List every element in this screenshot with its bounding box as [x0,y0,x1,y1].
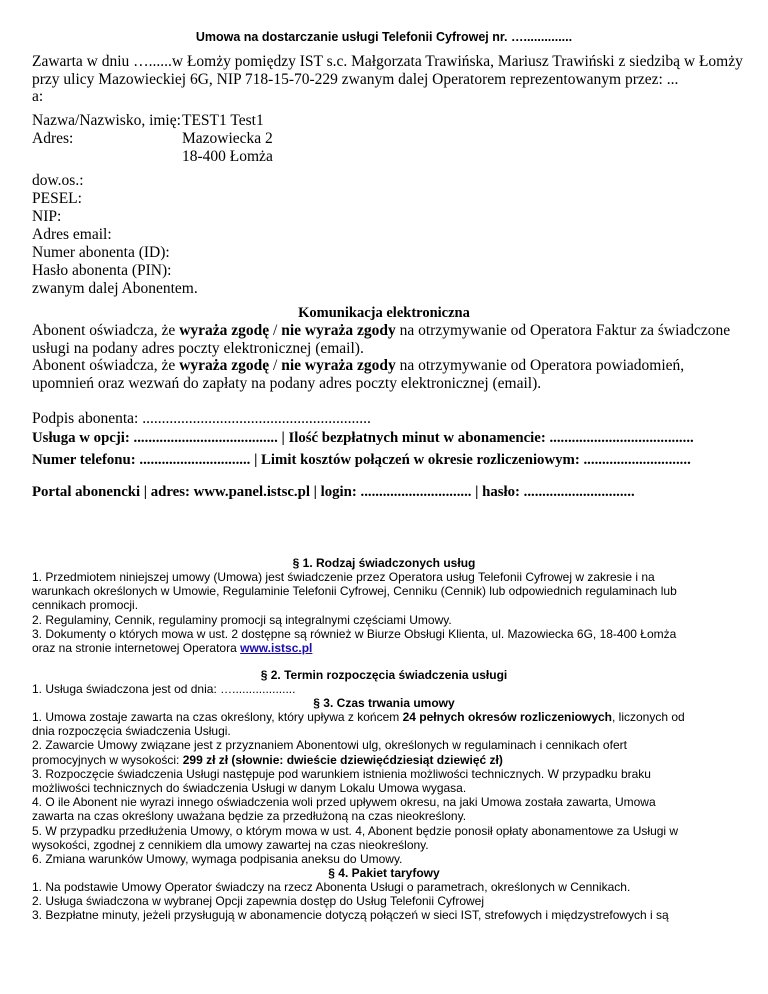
subscriber-id-label: Numer abonenta (ID): [32,244,170,261]
subscriber-closing: zwanym dalej Abonentem. [32,280,198,297]
s3-line-1c: , liczonych od [612,710,685,724]
s4-line-1: 1. Na podstawie Umowy Operator świadczy na rzecz Abonenta Usługi o parametrach, określonych w Cennikach. [32,880,631,894]
s2-heading: § 2. Termin rozpoczęcia świadczenia usługi [260,668,508,682]
s1-body [32,570,752,655]
s3-heading: § 3. Czas trwania umowy [313,696,455,710]
ecomm-p2-text: Abonent oświadcza, że [32,357,180,374]
agree-option-2: wyraża zgodę [179,357,270,374]
s3-line-10: wysokości, zgodnej z cennikiem dla umowy zawartej na czas nieokreślony. [32,837,429,852]
s3-line-4a: promocyjnych w wysokości: [32,752,183,767]
nip-label: NIP: [32,208,62,225]
s3-body [32,710,752,866]
signature-field: Podpis abonenta: ........................................................... [32,410,371,427]
intro-line-2: przy ulicy Mazowieckiej 6G, NIP 718-15-70-229 zwanym dalej Operatorem reprezentowanym przez: ... [32,70,679,88]
s3-line-9: 5. W przypadku przedłużenia Umowy, o którym mowa w ust. 4, Abonent będzie ponosił opłaty abonamentowe za Usługi w [32,823,679,838]
ecomm-body [32,322,752,392]
s3-line-5: 3. Rozpoczęcie świadczenia Usługi następuje pod warunkiem istnienia możliwości technicznych. W przypadku braku [32,766,651,781]
s3-line-6: możliwości technicznych do świadczenia Usługi w danym Lokalu Umowa wygasa. [32,781,467,796]
intro-line-3: a: [32,88,44,105]
s1-line-5: 3. Dokumenty o których mowa w ust. 2 dostępne są również w Biurze Obsługi Klienta, ul. Mazowiecka 6G, 18-400 Łomża [32,626,677,641]
ecomm-p2-line-1 [32,357,752,375]
s1-line-4: 2. Regulaminy, Cennik, regulaminy promocji są integralnymi częściami Umowy. [32,612,452,627]
s4-heading: § 4. Pakiet taryfowy [328,866,440,880]
intro [32,53,752,106]
operator-website-link[interactable]: www.istsc.pl [240,641,313,656]
s3-line-8: zawarta na czas określony uważana będzie za przedłużoną na czas nieokreślony. [32,809,467,824]
ecomm-p1-line-2: usługi na podany adres poczty elektronicznej (email). [32,339,364,357]
email-label: Adres email: [32,226,112,243]
address-line-1: Mazowiecka 2 [182,130,273,147]
s3-line-7: 4. O ile Abonent nie wyrazi innego oświadczenia woli przed upływem okresu, na jaki Umowa została zawarta, Umowa [32,795,656,810]
s4-line-3: 3. Bezpłatne minuty, jeżeli przysługują w abonamencie dotyczą połączeń w sieci IST, strefowych i międzystrefowych i są [32,908,669,923]
s1-line-3: cennikach promocji. [32,598,139,613]
address-label: Adres: [32,130,74,147]
ecomm-heading: Komunikacja elektroniczna [298,305,470,321]
name-value: TEST1 Test1 [182,112,264,129]
s3-line-3: 2. Zawarcie Umowy związane jest z przyznaniem Abonentowi ulg, określonych w regulaminach i cennikach ofert [32,738,627,753]
s3-period: 24 pełnych okresów rozliczeniowych [402,710,612,724]
ecomm-p2-line-2: upomnień oraz wezwań do zapłaty na podany adres poczty elektronicznej (email). [32,374,542,392]
id-card-label: dow.os.: [32,172,84,189]
option-separator: / [269,322,282,339]
s1-line-6 [32,641,752,655]
s3-discount-amount: 299 zł zł (słownie: dwieście dziewięćdziesiąt dziewięć zł) [182,752,503,767]
ecomm-p1-line-1 [32,322,752,340]
pesel-label: PESEL: [32,190,82,207]
name-label: Nazwa/Nazwisko, imię: [32,112,181,129]
address-line-2: 18-400 Łomża [182,148,273,165]
subscriber-pin-label: Hasło abonenta (PIN): [32,262,172,279]
s1-line-1: 1. Przedmiotem niniejszej umowy (Umowa) jest świadczenie przez Operatora usług Telefonii Cyfrowej w zakresie i na [32,570,655,584]
s1-line-6-text: oraz na stronie internetowej Operatora [32,641,241,656]
service-line: Usługa w opcji: ....................................... | Ilość bezpłatnych minut w abonamencie: ....................................... [32,430,694,446]
s3-line-11: 6. Zmiana warunków Umowy, wymaga podpisania aneksu do Umowy. [32,852,403,867]
portal-line: Portal abonencki | adres: www.panel.istsc.pl | login: .............................. | hasło: .............................. [32,484,635,500]
s1-heading: § 1. Rodzaj świadczonych usług [292,556,476,570]
s4-body [32,880,752,923]
disagree-option: nie wyraża zgody [281,322,396,339]
intro-line-1: Zawarta w dniu …......w Łomży pomiędzy IST s.c. Małgorzata Trawińska, Mariusz Trawiński z siedzibą w Łomży [32,53,743,70]
s3-line-2: dnia rozpoczęcia świadczenia Usługi. [32,724,231,739]
contract-title: Umowa na dostarczanie usługi Telefonii Cyfrowej nr. ….............. [195,30,573,44]
ecomm-p1-text: Abonent oświadcza, że [32,322,180,339]
ecomm-p2-text-end: na otrzymywanie od Operatora powiadomień, [395,357,685,374]
s3-line-1a: 1. Umowa zostaje zawarta na czas określony, który upływa z końcem [32,710,403,724]
option-separator-2: / [269,357,282,374]
s2-body [32,682,752,696]
s2-line-1: 1. Usługa świadczona jest od dnia: …................... [32,682,296,696]
agree-option: wyraża zgodę [179,322,270,339]
s4-line-2: 2. Usługa świadczona w wybranej Opcji zapewnia dostęp do Usług Telefonii Cyfrowej [32,894,485,909]
s1-line-2: warunkach określonych w Umowie, Regulaminie Telefonii Cyfrowej, Cenniku (Cennik) lub odpowiednich regulaminach lub [32,584,677,599]
s3-line-4 [32,753,752,767]
s3-line-1 [32,710,752,724]
ecomm-p1-text-end: na otrzymywanie od Operatora Faktur za świadczone [395,322,731,339]
disagree-option-2: nie wyraża zgody [281,357,396,374]
phone-line: Numer telefonu: .............................. | Limit kosztów połączeń w okresie rozliczeniowym: ............................. [32,452,691,468]
